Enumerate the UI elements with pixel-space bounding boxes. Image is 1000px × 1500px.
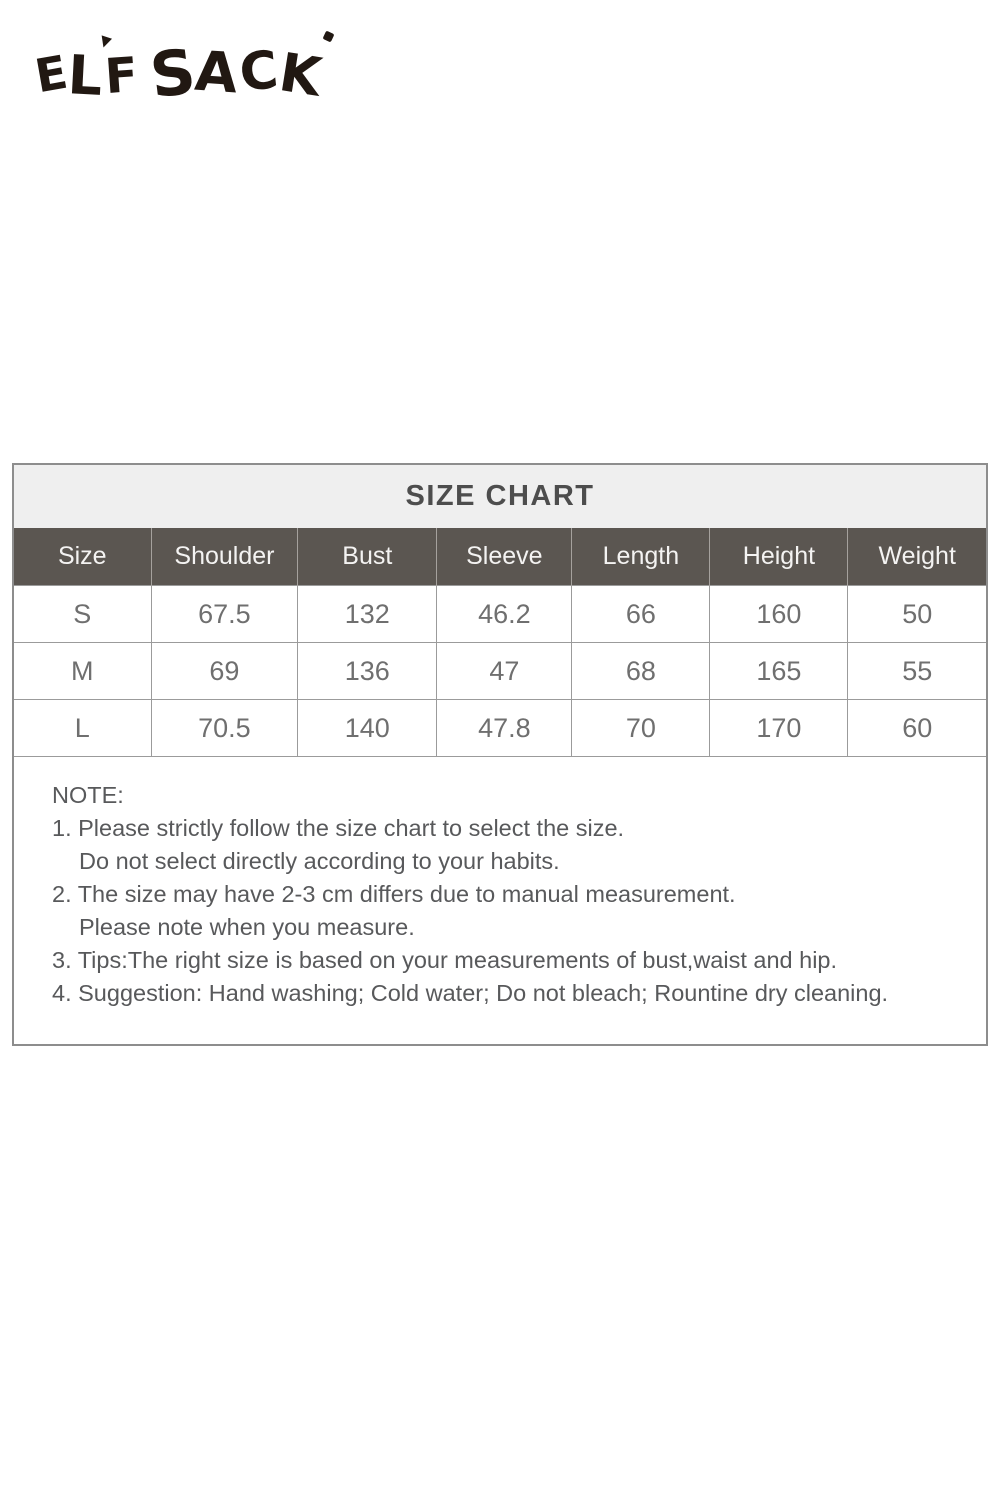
table-row <box>14 643 986 700</box>
cell-value: 46.2 <box>437 586 572 643</box>
logo-letter: C <box>236 40 281 104</box>
cell-value: 50 <box>848 586 986 643</box>
cell-value: 136 <box>298 643 437 700</box>
cell-value: 60 <box>848 700 986 757</box>
cell-value: 55 <box>848 643 986 700</box>
cell-value: 70.5 <box>151 700 298 757</box>
logo-letter: S <box>145 34 200 113</box>
cell-value: 69 <box>151 643 298 700</box>
column-header-length: Length <box>572 528 710 586</box>
cell-value: 165 <box>710 643 848 700</box>
cell-size-label: S <box>14 586 151 643</box>
cell-size-label: M <box>14 643 151 700</box>
size-chart-table <box>14 528 986 757</box>
note-section <box>14 757 986 1044</box>
cell-value: 170 <box>710 700 848 757</box>
cell-size-label: L <box>14 700 151 757</box>
logo-accent-check-icon: ▾ <box>96 26 115 55</box>
size-chart-panel <box>12 463 988 1046</box>
note-line: 2. The size may have 2-3 cm differs due to manual measurement. <box>52 881 736 907</box>
column-header-sleeve: Sleeve <box>437 528 572 586</box>
column-header-bust: Bust <box>298 528 437 586</box>
logo-letter: K <box>275 42 326 109</box>
logo-letter: A <box>193 38 241 106</box>
size-chart-title: SIZE CHART <box>14 465 986 528</box>
cell-value: 70 <box>572 700 710 757</box>
table-row <box>14 586 986 643</box>
brand-logo <box>31 26 326 113</box>
column-header-shoulder: Shoulder <box>151 528 298 586</box>
column-header-weight: Weight <box>848 528 986 586</box>
logo-letter: F <box>102 46 140 105</box>
logo-accent-dot-icon <box>323 31 335 43</box>
cell-value: 132 <box>298 586 437 643</box>
note-line: 3. Tips:The right size is based on your measurements of bust,waist and hip. <box>52 947 838 973</box>
cell-value: 66 <box>572 586 710 643</box>
table-row <box>14 700 986 757</box>
note-line: Please note when you measure. <box>79 914 415 940</box>
note-line: 1. Please strictly follow the size chart to select the size. <box>52 815 625 841</box>
logo-letter: E <box>31 45 72 104</box>
cell-value: 47 <box>437 643 572 700</box>
note-heading: NOTE: <box>52 782 124 808</box>
note-line: Do not select directly according to your habits. <box>79 848 560 874</box>
cell-value: 47.8 <box>437 700 572 757</box>
column-header-size: Size <box>14 528 151 586</box>
note-line: 4. Suggestion: Hand washing; Cold water; Do not bleach; Rountine dry cleaning. <box>52 980 889 1006</box>
logo-letter: L <box>66 43 105 109</box>
cell-value: 160 <box>710 586 848 643</box>
table-header-row <box>14 528 986 586</box>
cell-value: 140 <box>298 700 437 757</box>
cell-value: 68 <box>572 643 710 700</box>
cell-value: 67.5 <box>151 586 298 643</box>
column-header-height: Height <box>710 528 848 586</box>
